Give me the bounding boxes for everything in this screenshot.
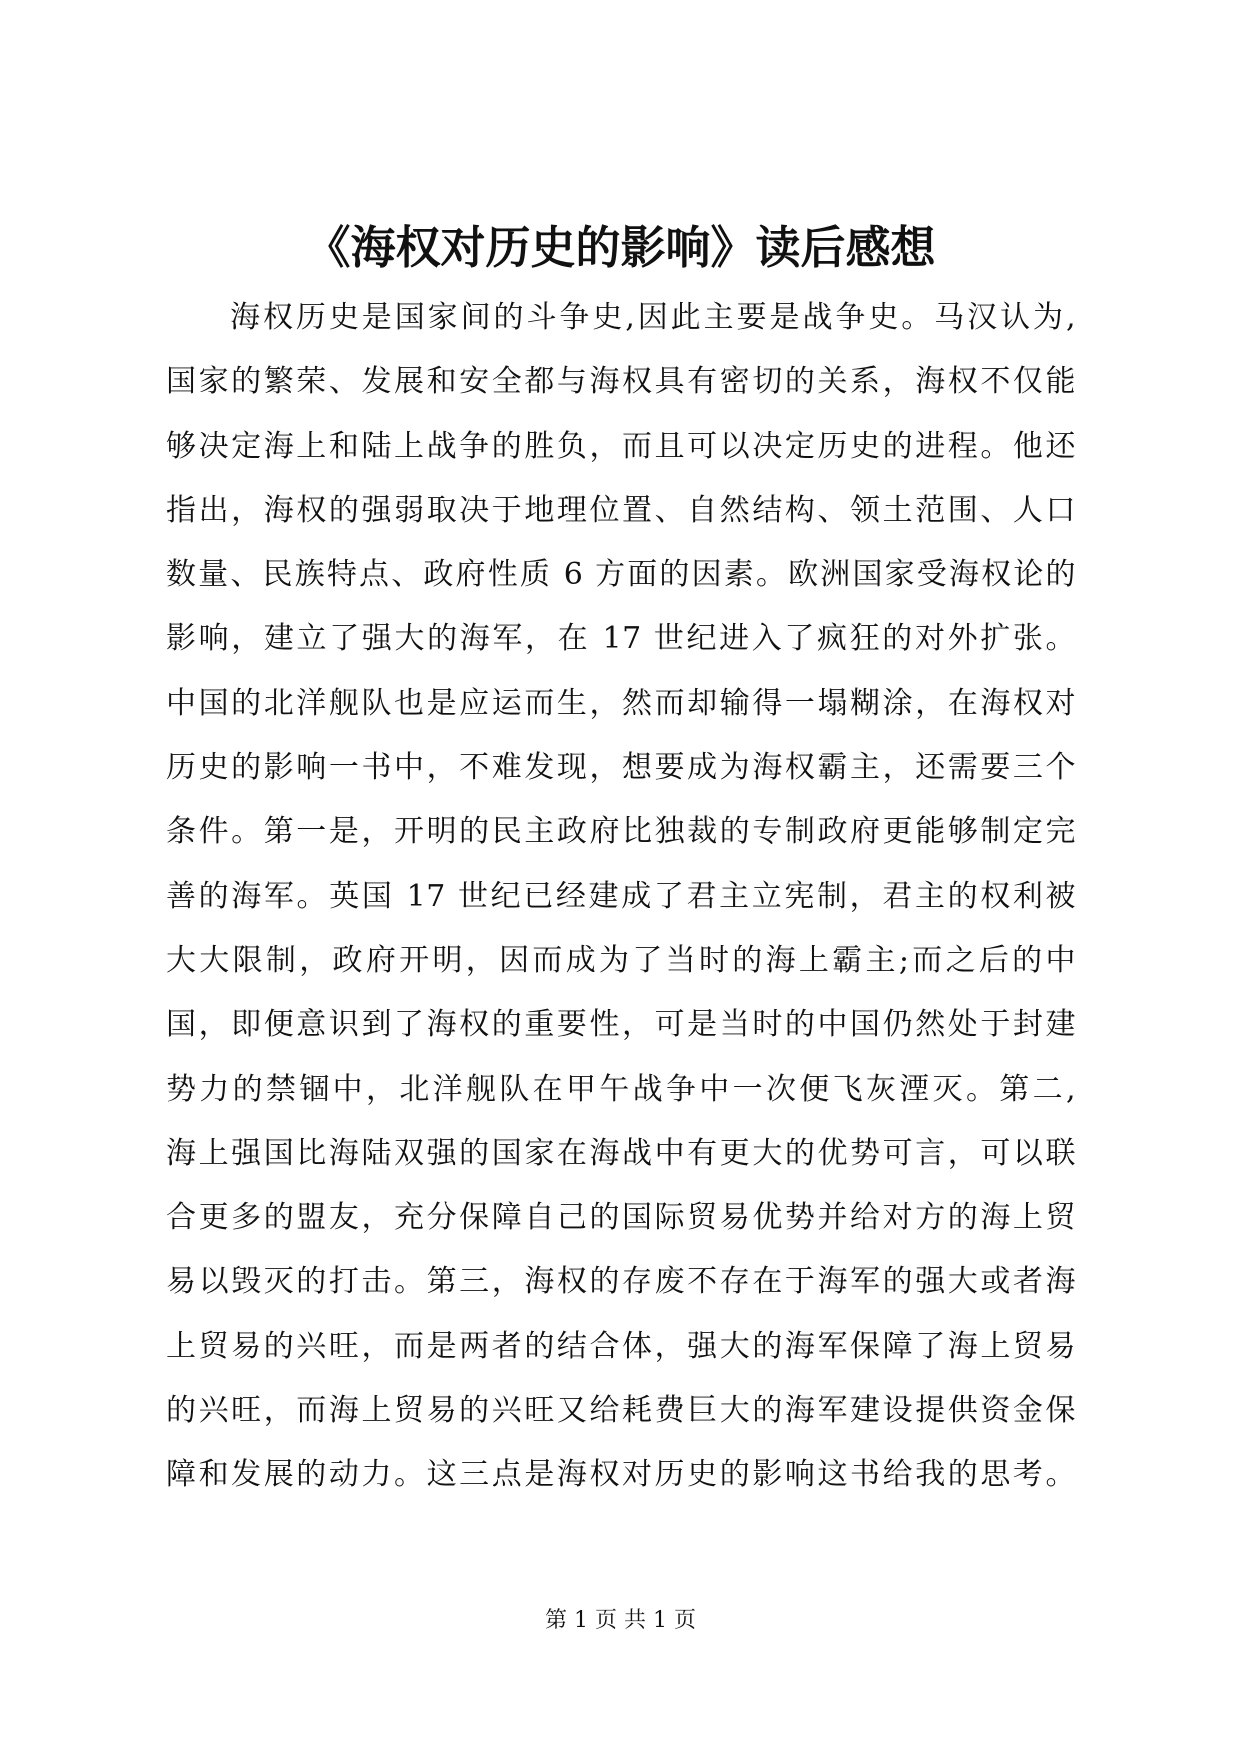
paragraph-line: 上贸易的兴旺，而是两者的结合体，强大的海军保障了海上贸易: [166, 1328, 1076, 1364]
paragraph-line: 势力的禁锢中，北洋舰队在甲午战争中一次便飞灰湮灭。第二,: [166, 1071, 1076, 1107]
paragraph-line: 历史的影响一书中，不难发现，想要成为海权霸主，还需要三个: [166, 750, 1076, 786]
paragraph-line: 国家的繁荣、发展和安全都与海权具有密切的关系，海权不仅能: [166, 364, 1076, 400]
body-paragraph: [166, 286, 1076, 1508]
paragraph-line: 障和发展的动力。这三点是海权对历史的影响这书给我的思考。: [166, 1457, 1076, 1493]
paragraph-line: 中国的北洋舰队也是应运而生，然而却输得一塌糊涂，在海权对: [166, 685, 1076, 721]
paragraph-line: 的兴旺，而海上贸易的兴旺又给耗费巨大的海军建设提供资金保: [166, 1393, 1076, 1429]
page-footer: 第 1 页 共 1 页: [545, 1608, 696, 1633]
paragraph-line: 指出，海权的强弱取决于地理位置、自然结构、领土范围、人口: [166, 492, 1076, 528]
paragraph-line: 影响，建立了强大的海军，在 17 世纪进入了疯狂的对外扩张。: [166, 621, 1076, 657]
paragraph-line: 够决定海上和陆上战争的胜负，而且可以决定历史的进程。他还: [166, 428, 1076, 464]
document-title: 《海权对历史的影响》读后感想: [305, 221, 936, 274]
paragraph-line: 数量、民族特点、政府性质 6 方面的因素。欧洲国家受海权论的: [166, 557, 1076, 593]
paragraph-line: 善的海军。英国 17 世纪已经建成了君主立宪制，君主的权利被: [166, 878, 1076, 914]
paragraph-line: 合更多的盟友，充分保障自己的国际贸易优势并给对方的海上贸: [166, 1200, 1076, 1236]
paragraph-line: 海上强国比海陆双强的国家在海战中有更大的优势可言，可以联: [166, 1135, 1076, 1171]
paragraph-line: 国，即便意识到了海权的重要性，可是当时的中国仍然处于封建: [166, 1007, 1076, 1043]
paragraph-line: 条件。第一是，开明的民主政府比独裁的专制政府更能够制定完: [166, 814, 1076, 850]
paragraph-line: 海权历史是国家间的斗争史,因此主要是战争史。马汉认为,: [230, 300, 1076, 335]
paragraph-line: 大大限制，政府开明，因而成为了当时的海上霸主;而之后的中: [166, 942, 1076, 978]
paragraph-line: 易以毁灭的打击。第三，海权的存废不存在于海军的强大或者海: [166, 1264, 1076, 1300]
